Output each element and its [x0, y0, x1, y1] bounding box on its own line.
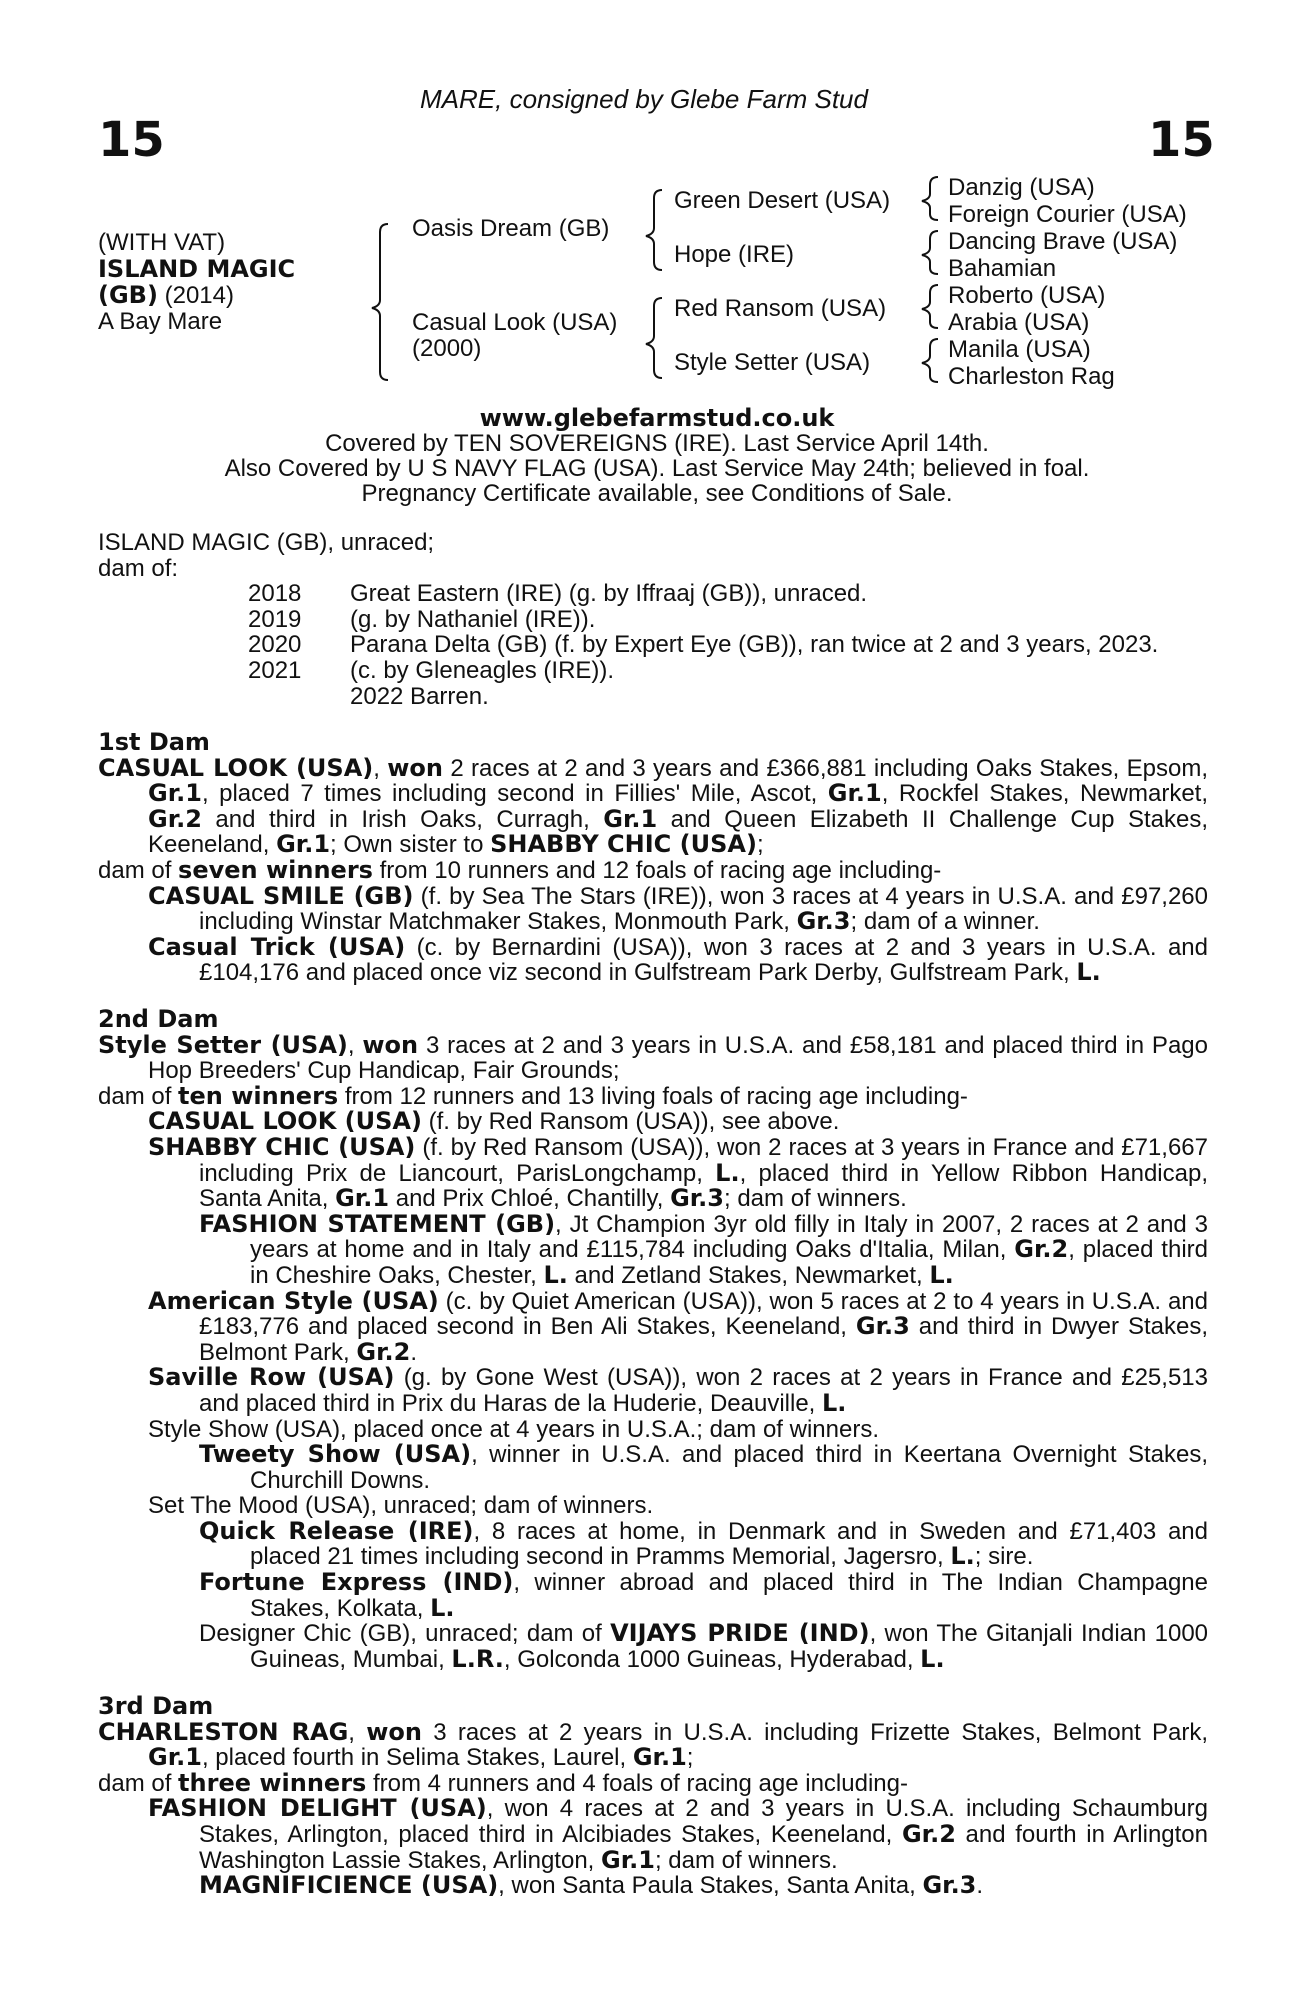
section-2nd-dam — [98, 1007, 1208, 1672]
ggp-6: Arabia (USA) — [948, 309, 1090, 336]
info-block — [0, 406, 1314, 506]
pedigree-paragraph: CASUAL SMILE (GB) (f. by Sea The Stars (IRE)), won 3 races at 4 years in U.S.A. and £97,260 including Winstar Matchmaker Stakes, Monmouth Park, Gr.3; dam of a winner. — [148, 881, 1209, 936]
website-link[interactable]: www.glebefarmstud.co.uk — [479, 404, 835, 432]
pedigree-paragraph: Fortune Express (IND), winner abroad and placed third in The Indian Champagne Stakes, Kolkata, L. — [199, 1568, 1208, 1622]
section-heading: 2nd Dam — [98, 1005, 219, 1033]
section-1st-dam — [98, 730, 1208, 986]
ggp-3: Dancing Brave (USA) — [948, 228, 1178, 255]
pedigree-paragraph: dam of three winners from 4 runners and 4 foals of racing age including- — [98, 1768, 908, 1797]
ggp-2: Foreign Courier (USA) — [948, 201, 1187, 228]
dam-sire: Red Ransom (USA) — [674, 295, 887, 322]
ggp-4: Bahamian — [948, 255, 1057, 282]
pedigree-paragraph: Designer Chic (GB), unraced; dam of VIJAYS PRIDE (IND), won The Gitanjali Indian 1000 Guineas, Mumbai, L.R., Golconda 1000 Guineas, Hyderabad, L. — [199, 1619, 1209, 1673]
produce-intro: ISLAND MAGIC (GB), unraced; — [98, 529, 435, 556]
covered-line: Covered by TEN SOVEREIGNS (IRE). Last Service April 14th. — [325, 430, 989, 457]
produce-rows: 2018 Great Eastern (IRE) (g. by Iffraaj (GB)), unraced. 2019 (g. by Nathaniel (IRE)). 2020 Parana Delta (GB) (f. by Expert Eye (GB)), ran twice at 2 and 3 years, 2023. 2021 (c. by Gleneagles (IRE)). 2022 Barren. — [248, 580, 1159, 710]
dam-dam: Style Setter (USA) — [674, 349, 871, 376]
pedigree-paragraph: CASUAL LOOK (USA) (f. by Red Ransom (USA)), see above. — [148, 1107, 840, 1136]
section-heading: 3rd Dam — [98, 1692, 214, 1720]
pedigree-paragraph: CASUAL LOOK (USA), won 2 races at 2 and 3 years and £366,881 including Oaks Stakes, Epsom, Gr.1, placed 7 times including second in Fillies' Mile, Ascot, Gr.1, Rockfel Stakes, Newmarket, Gr.2 and third in Irish Oaks, Curragh, Gr.1 and Queen Elizabeth II Challenge Cup Stakes, Keeneland, Gr.1; Own sister to SHABBY CHIC (USA); — [98, 753, 1209, 859]
pedigree-paragraph: Saville Row (USA) (g. by Gone West (USA)), won 2 races at 2 years in France and £25,513 and placed third in Prix du Haras de la Huderie, Deauville, L. — [148, 1363, 1208, 1417]
sire: Oasis Dream (GB) — [412, 215, 610, 242]
horse-description: A Bay Mare — [98, 308, 223, 335]
sire-sire: Green Desert (USA) — [674, 187, 891, 214]
pedigree-paragraph: Set The Mood (USA), unraced; dam of winners. — [148, 1492, 654, 1520]
pregnancy-line: Pregnancy Certificate available, see Conditions of Sale. — [361, 480, 953, 507]
vat-note: (WITH VAT) — [98, 229, 226, 256]
dam: Casual Look (USA) (2000) — [412, 309, 618, 362]
pedigree-paragraph: Style Show (USA), placed once at 4 years in U.S.A.; dam of winners. — [148, 1415, 879, 1443]
pedigree-paragraph: FASHION DELIGHT (USA), won 4 races at 2 and 3 years in U.S.A. including Schaumburg Stakes, Arlington, placed third in Alcibiades Stakes, Keeneland, Gr.2 and fourth in Arlington Washington Lassie Stakes, Arlington, Gr.1; dam of winners. — [148, 1794, 1209, 1874]
pedigree-paragraph: Quick Release (IRE), 8 races at home, in Denmark and in Sweden and £71,403 and placed 21 times including second in Pramms Memorial, Jagersro, L.; sire. — [199, 1516, 1208, 1571]
horse-name: ISLAND MAGIC — [98, 255, 296, 283]
produce-dam-of: dam of: — [98, 554, 179, 582]
pedigree-paragraph: Style Setter (USA), won 3 races at 2 and 3 years in U.S.A. and £58,181 and placed third in Pago Hop Breeders' Cup Handicap, Fair Grounds; — [98, 1030, 1208, 1085]
pedigree-paragraph: MAGNIFICIENCE (USA), won Santa Paula Stakes, Santa Anita, Gr.3. — [199, 1871, 984, 1900]
section-3rd-dam — [98, 1694, 1208, 1899]
lot-number-right: 15 — [1148, 112, 1215, 168]
pedigree-paragraph: CHARLESTON RAG, won 3 races at 2 years in U.S.A. including Frizette Stakes, Belmont Park, Gr.1, placed fourth in Selima Stakes, Laurel, Gr.1; — [98, 1717, 1209, 1772]
pedigree-paragraph: SHABBY CHIC (USA) (f. by Red Ransom (USA)), won 2 races at 3 years in France and £71,667 including Prix de Liancourt, ParisLongchamp, L., placed third in Yellow Ribbon Handicap, Santa Anita, Gr.1 and Prix Chloé, Chantilly, Gr.3; dam of winners. — [148, 1132, 1209, 1213]
ggp-5: Roberto (USA) — [948, 282, 1106, 309]
lot-number-left: 15 — [98, 112, 165, 168]
ggp-1: Danzig (USA) — [948, 174, 1095, 201]
pedigree-paragraph: dam of ten winners from 12 runners and 13 living foals of racing age including- — [98, 1081, 968, 1110]
pedigree-paragraph: FASHION STATEMENT (GB), Jt Champion 3yr old filly in Italy in 2007, 2 races at 2 and 3 years at home and in Italy and £115,784 including Oaks d'Italia, Milan, Gr.2, placed third in Cheshire Oaks, Chester, L. and Zetland Stakes, Newmarket, L. — [199, 1209, 1208, 1289]
also-covered-line: Also Covered by U S NAVY FLAG (USA). Last Service May 24th; believed in foal. — [224, 455, 1090, 482]
section-heading: 1st Dam — [98, 728, 210, 756]
pedigree-paragraph: dam of seven winners from 10 runners and 12 foals of racing age including- — [98, 855, 942, 884]
produce-record — [98, 530, 1208, 709]
pedigree-paragraph: American Style (USA) (c. by Quiet American (USA)), won 5 races at 2 to 4 years in U.S.A. and £183,776 and placed second in Ben Ali Stakes, Keeneland, Gr.3 and third in Dwyer Stakes, Belmont Park, Gr.2. — [148, 1286, 1209, 1366]
pedigree-paragraph: Tweety Show (USA), winner in U.S.A. and placed third in Keertana Overnight Stakes, Churchill Downs. — [199, 1440, 1208, 1494]
ggp-8: Charleston Rag — [948, 363, 1115, 390]
horse-origin-year: (GB) (2014) — [98, 281, 234, 309]
ggp-7: Manila (USA) — [948, 336, 1091, 363]
sire-dam: Hope (IRE) — [674, 241, 795, 268]
consignment-header: MARE, consigned by Glebe Farm Stud — [420, 84, 868, 114]
pedigree-paragraph: Casual Trick (USA) (c. by Bernardini (USA)), won 3 races at 2 and 3 years in U.S.A. and £104,176 and placed once viz second in Gulfstream Park Derby, Gulfstream Park, L. — [148, 932, 1208, 987]
